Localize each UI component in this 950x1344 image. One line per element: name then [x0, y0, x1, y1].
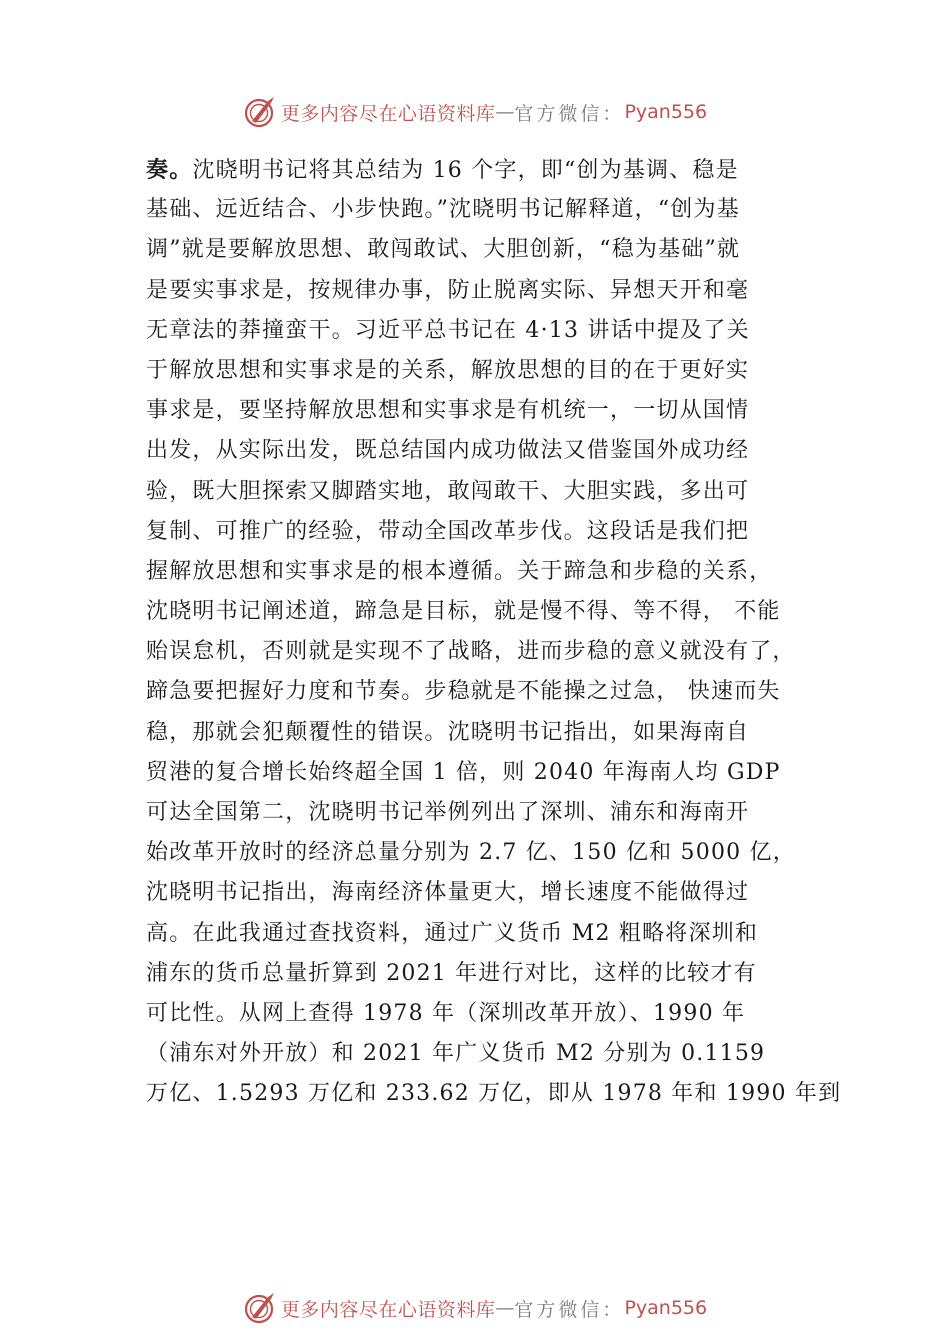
body-line: 验，既大胆探索又脚踏实地，敢闯敢干、大胆实践，多出可	[146, 478, 750, 504]
quill-pen-seal-icon	[243, 95, 277, 129]
header-banner	[0, 92, 950, 132]
header-wechat-id: Pyan556	[624, 101, 708, 123]
header-dash: —	[495, 101, 515, 123]
footer-banner	[0, 1288, 950, 1328]
body-line	[146, 150, 826, 190]
body-line: 始改革开放时的经济总量分别为 2.7 亿、150 亿和 5000 亿，	[146, 840, 796, 866]
footer-brand-text: 更多内容尽在心语资料库	[280, 1298, 496, 1321]
body-line: （浦东对外开放）和 2021 年广义货币 M2 分别为 0.1159	[146, 1041, 766, 1067]
body-line: 贻误怠机，否则就是实现不了战略，进而步稳的意义就没有了，	[146, 639, 796, 665]
header-brand-text: 更多内容尽在心语资料库	[280, 102, 496, 125]
body-line: 是要实事求是，按规律办事，防止脱离实际、异想天开和毫	[146, 277, 750, 303]
body-line: 事求是，要坚持解放思想和实事求是有机统一，一切从国情	[146, 398, 750, 424]
body-line: 沈晓明书记阐述道，蹄急是目标，就是慢不得、等不得， 不能	[146, 599, 781, 625]
document-body	[146, 150, 842, 1115]
body-line: 沈晓明书记指出，海南经济体量更大，增长速度不能做得过	[146, 880, 750, 906]
body-line: 万亿、1.5293 万亿和 233.62 万亿，即从 1978 年和 1990 年到	[146, 1081, 842, 1107]
body-line: 浦东的货币总量折算到 2021 年进行对比，这样的比较才有	[146, 960, 757, 986]
body-line: 可比性。从网上查得 1978 年（深圳改革开放）、1990 年	[146, 1000, 746, 1026]
footer-wechat-label: 官方微信：	[514, 1298, 625, 1321]
lead-bold-word: 奏。	[146, 157, 193, 183]
footer-wechat-id: Pyan556	[624, 1297, 708, 1319]
body-line: 调”就是要解放思想、敢闯敢试、大胆创新，“稳为基础”就	[146, 237, 741, 263]
body-line: 稳，那就会犯颠覆性的错误。沈晓明书记指出，如果海南自	[146, 719, 750, 745]
body-line: 高。在此我通过查找资料，通过广义货币 M2 粗略将深圳和	[146, 920, 759, 946]
body-line: 可达全国第二，沈晓明书记举例列出了深圳、浦东和海南开	[146, 800, 750, 825]
body-line: 无章法的莽撞蛮干。习近平总书记在 4·13 讲话中提及了关	[146, 317, 750, 343]
footer-dash: —	[495, 1297, 515, 1319]
header-wechat-label: 官方微信：	[514, 102, 625, 125]
quill-pen-seal-icon	[243, 1291, 277, 1325]
body-line: 蹄急要把握好力度和节奏。步稳就是不能操之过急， 快速而失	[146, 679, 781, 705]
body-line-text: 沈晓明书记将其总结为 16 个字，即“创为基调、稳是	[192, 158, 739, 183]
body-line: 出发，从实际出发，既总结国内成功做法又借鉴国外成功经	[146, 438, 750, 464]
body-line: 贸港的复合增长始终超全国 1 倍，则 2040 年海南人均 GDP	[146, 759, 781, 785]
body-line: 握解放思想和实事求是的根本遵循。关于蹄急和步稳的关系，	[146, 558, 773, 584]
body-line: 复制、可推广的经验，带动全国改革步伐。这段话是我们把	[146, 518, 750, 544]
body-line: 基础、远近结合、小步快跑。”沈晓明书记解释道，“创为基	[146, 197, 740, 223]
body-line: 于解放思想和实事求是的关系，解放思想的目的在于更好实	[146, 357, 750, 383]
